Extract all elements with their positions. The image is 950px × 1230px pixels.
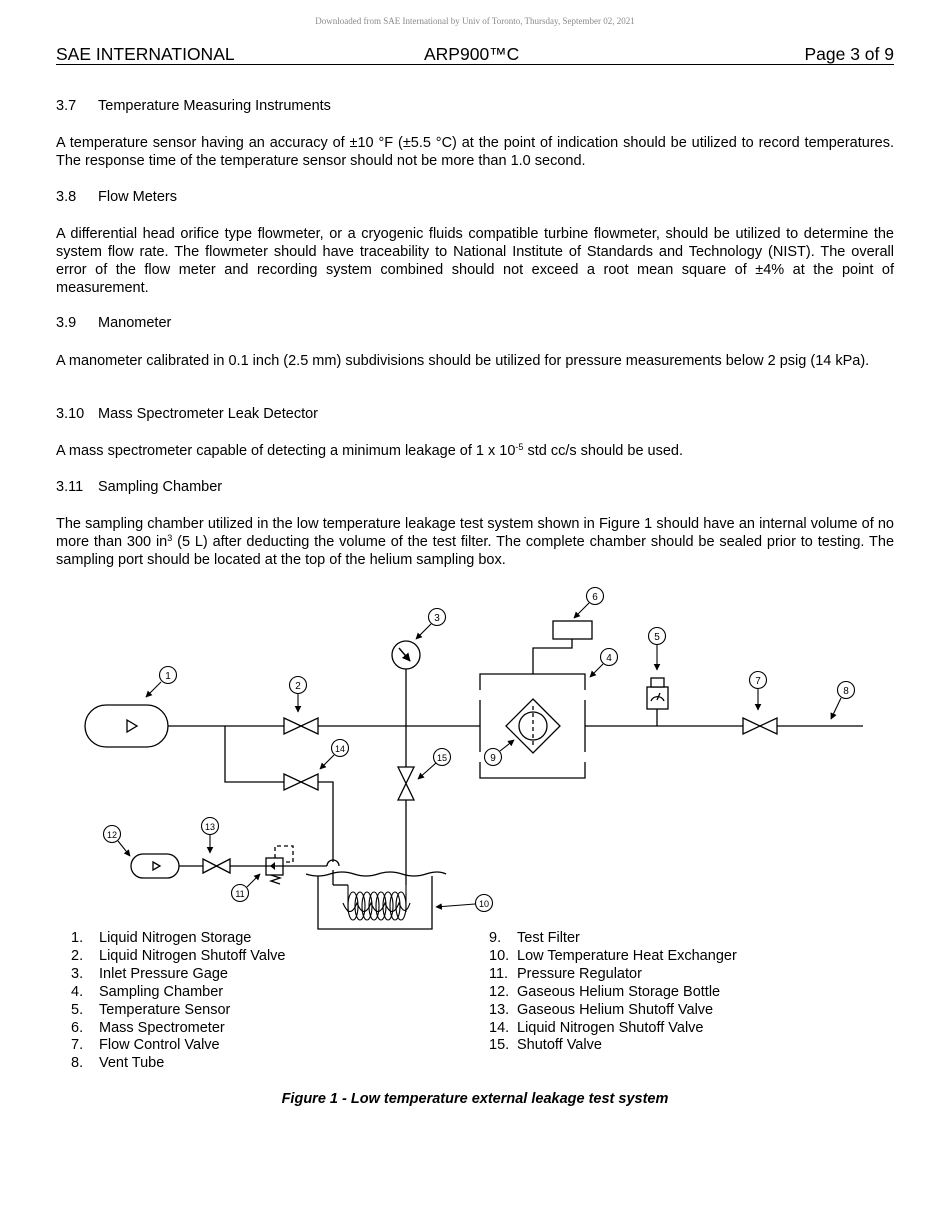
svg-text:5: 5 [654, 632, 660, 643]
svg-text:14: 14 [334, 744, 346, 754]
paragraph-3-7: A temperature sensor having an accuracy of ±10 °F (±5.5 °C) at the point of indication should be utilized to record temperatures. The response time of the temperature sensor should not be more than 1.0 second. [56, 135, 894, 169]
legend-item: 15. Shutoff Valve [489, 1037, 602, 1054]
flow-control-valve [743, 718, 777, 734]
ln-shutoff-valve [284, 718, 318, 734]
header-org: SAE INTERNATIONAL [56, 44, 235, 64]
svg-text:12: 12 [106, 830, 118, 840]
legend-item: 7. Flow Control Valve [71, 1037, 220, 1054]
section-number: 3.9 [56, 315, 77, 331]
svg-text:15: 15 [436, 753, 448, 763]
bypass-line [225, 726, 284, 782]
svg-text:4: 4 [606, 653, 612, 664]
header-doc-id: ARP900™C [424, 44, 520, 64]
callouts [104, 588, 855, 912]
legend-item: 9. Test Filter [489, 930, 580, 946]
callout-3 [416, 609, 446, 640]
inlet-pressure-gage [392, 641, 420, 669]
section-number: 3.7 [56, 98, 77, 114]
svg-text:2: 2 [295, 681, 301, 692]
section-title: Sampling Chamber [98, 479, 223, 495]
test-system-schematic [0, 580, 950, 930]
svg-text:8: 8 [843, 686, 849, 697]
callout-4 [590, 649, 618, 678]
paragraph-3-9: A manometer calibrated in 0.1 inch (2.5 mm) subdivisions should be utilized for pressure measurements below 2 psig (14 kPa). [56, 353, 870, 369]
legend-item: 4. Sampling Chamber [71, 983, 224, 1000]
helium-shutoff-valve [203, 859, 230, 873]
section-title: Flow Meters [98, 189, 177, 205]
svg-text:7: 7 [755, 676, 761, 687]
section-number: 3.8 [56, 189, 77, 205]
svg-text:11: 11 [235, 889, 245, 899]
section-title: Manometer [98, 315, 172, 331]
ln-shutoff-valve-2 [284, 774, 318, 790]
legend-item: 12. Gaseous Helium Storage Bottle [489, 983, 721, 1000]
paragraph-3-10: A mass spectrometer capable of detecting a minimum leakage of 1 x $10^{-5}$ std cc/s should be used. [56, 442, 684, 459]
legend-item: 13. Gaseous Helium Shutoff Valve [489, 1001, 714, 1018]
section-number: 3.11 [56, 479, 84, 495]
svg-text:10: 10 [478, 899, 490, 909]
heat-exchanger-bath [318, 876, 432, 929]
legend-item: 14. Liquid Nitrogen Shutoff Valve [489, 1019, 704, 1036]
legend-item: 11. Pressure Regulator [489, 965, 642, 982]
legend-item: 6. Mass Spectrometer [71, 1019, 225, 1036]
figure-legend-left [71, 930, 285, 1073]
download-watermark: Downloaded from SAE International by Univ of Toronto, Thursday, September 02, 2021 [315, 16, 635, 26]
paragraph-3-8: A differential head orifice type flowmeter, or a cryogenic fluids compatible turbine flowmeter, should be utilized to determine the system flow rate. The flowmeter should have traceability to National Institute of Standards and Technology (NIST). The overall error of the flow meter and recording system combined should not exceed a root mean square of ±4% at the point of measurement. [56, 226, 894, 296]
legend-item: 5. Temperature Sensor [71, 1001, 231, 1018]
section-heading-3-9 [56, 315, 171, 331]
figure-legend-right [489, 930, 737, 1055]
section-title: Temperature Measuring Instruments [98, 98, 331, 114]
section-heading-3-10 [56, 406, 318, 422]
legend-item: 8. Vent Tube [71, 1055, 165, 1072]
shutoff-valve-15 [398, 767, 414, 800]
figure-caption: Figure 1 - Low temperature external leakage test system [281, 1091, 669, 1107]
svg-text:6: 6 [592, 592, 598, 603]
bypass-down-line [318, 782, 333, 862]
heat-exchanger-coil [343, 885, 410, 920]
section-title: Mass Spectrometer Leak Detector [98, 406, 319, 422]
section-heading-3-8 [56, 189, 177, 205]
callout-labels [107, 592, 849, 909]
legend-item: 2. Liquid Nitrogen Shutoff Valve [71, 947, 286, 964]
legend-item: 10. Low Temperature Heat Exchanger [489, 947, 737, 964]
callout-9 [485, 740, 515, 766]
section-number: 3.10 [56, 406, 85, 422]
svg-text:13: 13 [204, 822, 216, 832]
svg-text:1: 1 [165, 671, 171, 682]
callout-6 [574, 588, 604, 619]
callout-1 [146, 667, 177, 698]
gaseous-helium-bottle [131, 854, 179, 878]
svg-text:3: 3 [434, 613, 440, 624]
svg-text:9: 9 [490, 753, 496, 764]
section-heading-3-7 [56, 98, 331, 114]
legend-item: 1. Liquid Nitrogen Storage [71, 930, 252, 946]
paragraph-3-11: The sampling chamber utilized in the low temperature leakage test system shown in Figure 1 should have an internal volume of no more than 300 $in^3$ (5 L) after deducting the volume of the test filter. The complete chamber should be sealed prior to testing. The sampling port should be located at the top of the helium sampling box. [56, 516, 895, 568]
mass-spectrometer [553, 621, 592, 639]
page-header [56, 44, 894, 65]
legend-item: 3. Inlet Pressure Gage [71, 965, 228, 982]
header-page-number: Page 3 of 9 [804, 44, 894, 64]
section-heading-3-11 [56, 479, 222, 495]
